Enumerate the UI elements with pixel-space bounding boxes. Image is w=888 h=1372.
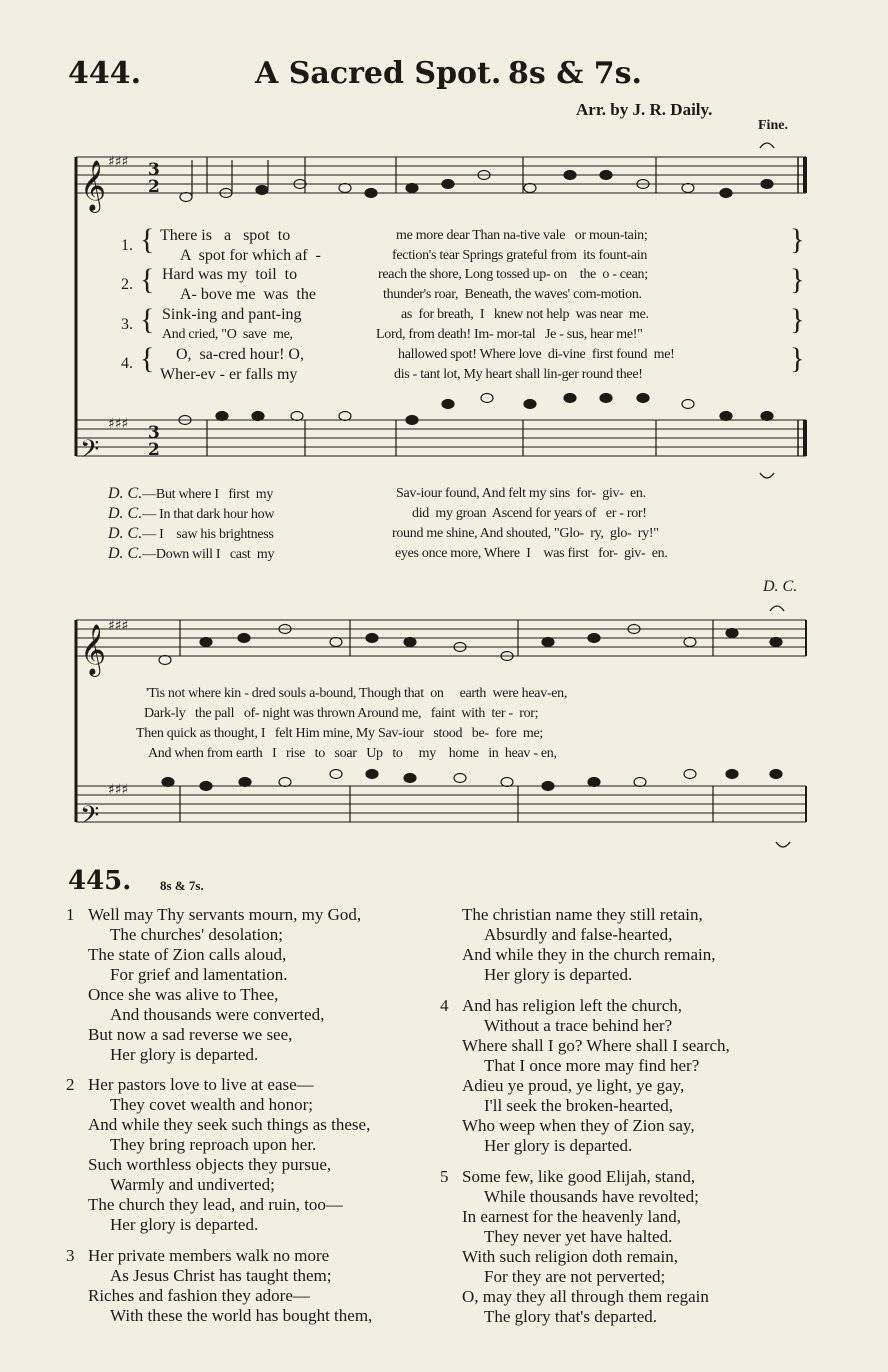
- stanza-3: [88, 1246, 372, 1326]
- chorus-line-2: Dark-ly the pall of- night was thrown Around me, faint with ter - ror;: [144, 706, 539, 721]
- bass-clef-icon: 𝄢: [80, 801, 100, 836]
- verse-3-line-1b: as for breath, I knew not help was near me.: [401, 307, 649, 322]
- dc-label: D. C.: [108, 485, 143, 502]
- poem-line: Riches and fashion they adore—: [88, 1286, 310, 1305]
- poem-line: They never yet have halted.: [484, 1227, 673, 1246]
- poem-line: Her pastors love to live at ease—: [88, 1075, 314, 1094]
- dc-line-4b: eyes once more, Where I was first for- giv- en.: [395, 546, 668, 561]
- staff-bass-2: [76, 786, 806, 822]
- svg-text:♯♯♯: ♯♯♯: [108, 618, 129, 634]
- verse-2-line-2a: A- bove me was the: [180, 286, 316, 303]
- poem-line: While thousands have revolted;: [484, 1187, 699, 1206]
- svg-text:2: 2: [148, 177, 160, 197]
- verse-2-line-1a: Hard was my toil to: [162, 266, 298, 283]
- poem-line: And has religion left the church,: [462, 996, 682, 1015]
- poem-line: O, may they all through them regain: [462, 1287, 709, 1306]
- poem-line: The churches' desolation;: [110, 925, 284, 944]
- poem-line: Her private members walk no more: [88, 1246, 330, 1265]
- verse-number: 3.: [121, 316, 133, 333]
- poem-line: Who weep when they of Zion say,: [462, 1116, 695, 1135]
- poem-line: For grief and lamentation.: [110, 965, 288, 984]
- left-brace-icon: {: [140, 223, 155, 256]
- fine-marking: Fine.: [758, 118, 788, 133]
- hymn-445-number: 445.: [68, 866, 132, 896]
- dc-text: —But where I first my: [142, 487, 274, 502]
- poem-line: The church they lead, and ruin, too—: [88, 1195, 343, 1214]
- poem-line: And while they seek such things as these,: [88, 1115, 371, 1134]
- fermata-icon: [760, 473, 774, 478]
- chorus-line-3: Then quick as thought, I felt Him mine, My Sav-iour stood be- fore me;: [136, 726, 544, 741]
- poem-line: Her glory is departed.: [484, 965, 633, 984]
- stanza-1: [88, 905, 361, 1065]
- svg-text:♯♯♯: ♯♯♯: [108, 782, 129, 798]
- fermata-icon: [776, 842, 790, 847]
- hymn-title: A Sacred Spot.: [255, 56, 502, 91]
- verse-4-line-2b: dis - tant lot, My heart shall lin-ger round thee!: [394, 367, 643, 382]
- dc-text: — In that dark hour how: [142, 507, 275, 522]
- arranger-credit: Arr. by J. R. Daily.: [576, 100, 713, 119]
- verse-1-line-1a: There is a spot to: [160, 227, 291, 244]
- chorus-line-1: 'Tis not where kin - dred souls a-bound, Though that on earth were heav-en,: [146, 686, 568, 701]
- poem-line: But now a sad reverse we see,: [88, 1025, 293, 1044]
- fermata-icon: [770, 606, 784, 611]
- dc-line-3b: round me shine, And shouted, "Glo- ry, glo- ry!": [392, 526, 659, 541]
- poem-line: As Jesus Christ has taught them;: [110, 1266, 332, 1285]
- stanza-number: 5: [440, 1167, 449, 1186]
- left-brace-icon: {: [140, 342, 155, 375]
- verse-number: 2.: [121, 276, 133, 293]
- dc-label: D. C.: [108, 505, 143, 522]
- verse-number: 1.: [121, 237, 133, 254]
- hymn-number: 444.: [68, 56, 142, 91]
- poem-line: Once she was alive to Thee,: [88, 985, 279, 1004]
- stanza-number: 1: [66, 905, 75, 924]
- poem-line: And thousands were converted,: [110, 1005, 325, 1024]
- poem-line: Her glory is departed.: [110, 1045, 259, 1064]
- verse-1-line-2a: A spot for which af -: [180, 247, 321, 264]
- dc-line-2: [108, 504, 274, 525]
- stanza-number: 2: [66, 1075, 75, 1094]
- stanza-3-continued: [462, 905, 716, 985]
- poem-line: Her glory is departed.: [110, 1215, 259, 1234]
- bass-clef-icon: 𝄢: [80, 435, 100, 470]
- treble-clef-icon: 𝄞: [80, 160, 107, 211]
- verse-2-line-1b: reach the shore, Long tossed up- on the o - cean;: [378, 267, 648, 282]
- poem-line: With such religion doth remain,: [462, 1247, 679, 1266]
- right-brace-icon: }: [790, 223, 805, 256]
- poem-line: Without a trace behind her?: [484, 1016, 673, 1035]
- right-brace-icon: }: [790, 263, 805, 296]
- staff-treble-2: [76, 620, 806, 656]
- verse-1-line-1b: me more dear Than na-tive vale or moun-tain;: [396, 228, 648, 243]
- stanza-number: 4: [440, 996, 449, 1015]
- dc-line-4: [108, 544, 274, 565]
- poem-line: Such worthless objects they pursue,: [88, 1155, 332, 1174]
- poem-line: The glory that's departed.: [484, 1307, 658, 1326]
- hymn-meter: 8s & 7s.: [508, 56, 642, 91]
- poem-line: Some few, like good Elijah, stand,: [462, 1167, 696, 1186]
- right-brace-icon: }: [790, 303, 805, 336]
- stanza-5: [462, 1167, 709, 1327]
- poem-line: Absurdly and false-hearted,: [484, 925, 673, 944]
- right-brace-icon: }: [790, 342, 805, 375]
- verse-3-line-2a: And cried, "O save me,: [162, 327, 293, 342]
- left-brace-icon: {: [140, 303, 155, 336]
- dc-text: —Down will I cast my: [142, 547, 275, 562]
- poem-line: That I once more may find her?: [484, 1056, 700, 1075]
- svg-text:3: 3: [148, 160, 160, 180]
- poem-line: The state of Zion calls aloud,: [88, 945, 287, 964]
- verse-number: 4.: [121, 355, 133, 372]
- verse-3-line-1a: Sink-ing and pant-ing: [162, 306, 302, 323]
- treble-clef-icon: 𝄞: [80, 624, 107, 675]
- verse-3-line-2b: Lord, from death! Im- mor-tal Je - sus, hear me!": [376, 327, 643, 342]
- poem-line: I'll seek the broken-hearted,: [484, 1096, 674, 1115]
- poem-line: Her glory is departed.: [484, 1136, 633, 1155]
- dc-marking: D. C.: [763, 578, 798, 595]
- dc-line-3: [108, 524, 274, 545]
- poem-line: The christian name they still retain,: [462, 905, 703, 924]
- stanza-number: 3: [66, 1246, 75, 1265]
- poem-line: For they are not perverted;: [484, 1267, 666, 1286]
- stanza-2: [88, 1075, 370, 1235]
- staff-treble-1: [76, 157, 806, 193]
- fermata-icon: [760, 143, 774, 148]
- poem-line: Adieu ye proud, ye light, ye gay,: [462, 1076, 685, 1095]
- poem-line: Warmly and undiverted;: [110, 1175, 275, 1194]
- verse-2-line-2b: thunder's roar, Beneath, the waves' com-motion.: [383, 287, 642, 302]
- stanza-4: [462, 996, 730, 1156]
- svg-text:♯♯♯: ♯♯♯: [108, 416, 129, 432]
- dc-label: D. C.: [108, 525, 143, 542]
- staff-bass-1: [76, 420, 806, 456]
- poem-line: They bring reproach upon her.: [110, 1135, 317, 1154]
- dc-label: D. C.: [108, 545, 143, 562]
- svg-text:♯♯♯: ♯♯♯: [108, 154, 129, 170]
- left-brace-icon: {: [140, 263, 155, 296]
- verse-4-line-2a: Wher-ev - er falls my: [160, 366, 298, 383]
- poem-line: And while they in the church remain,: [462, 945, 716, 964]
- poem-line: Where shall I go? Where shall I search,: [462, 1036, 730, 1055]
- svg-text:3: 3: [148, 423, 160, 443]
- poem-line: They covet wealth and honor;: [110, 1095, 313, 1114]
- dc-text: — I saw his brightness: [142, 527, 274, 542]
- poem-line: With these the world has bought them,: [110, 1306, 373, 1325]
- verse-4-line-1a: O, sa-cred hour! O,: [176, 346, 304, 363]
- poem-line: In earnest for the heavenly land,: [462, 1207, 682, 1226]
- poem-line: Well may Thy servants mourn, my God,: [88, 905, 362, 924]
- hymn-445-meter: 8s & 7s.: [160, 878, 204, 893]
- dc-line-2b: did my groan Ascend for years of er - ror!: [412, 506, 647, 521]
- verse-4-line-1b: hallowed spot! Where love di-vine first found me!: [398, 347, 675, 362]
- svg-text:2: 2: [148, 440, 160, 460]
- dc-line-1b: Sav-iour found, And felt my sins for- giv- en.: [396, 486, 646, 501]
- dc-line-1: [108, 484, 273, 505]
- verse-1-line-2b: fection's tear Springs grateful from its fount-ain: [392, 248, 648, 263]
- chorus-line-4: And when from earth I rise to soar Up to my home in heav - en,: [148, 746, 557, 761]
